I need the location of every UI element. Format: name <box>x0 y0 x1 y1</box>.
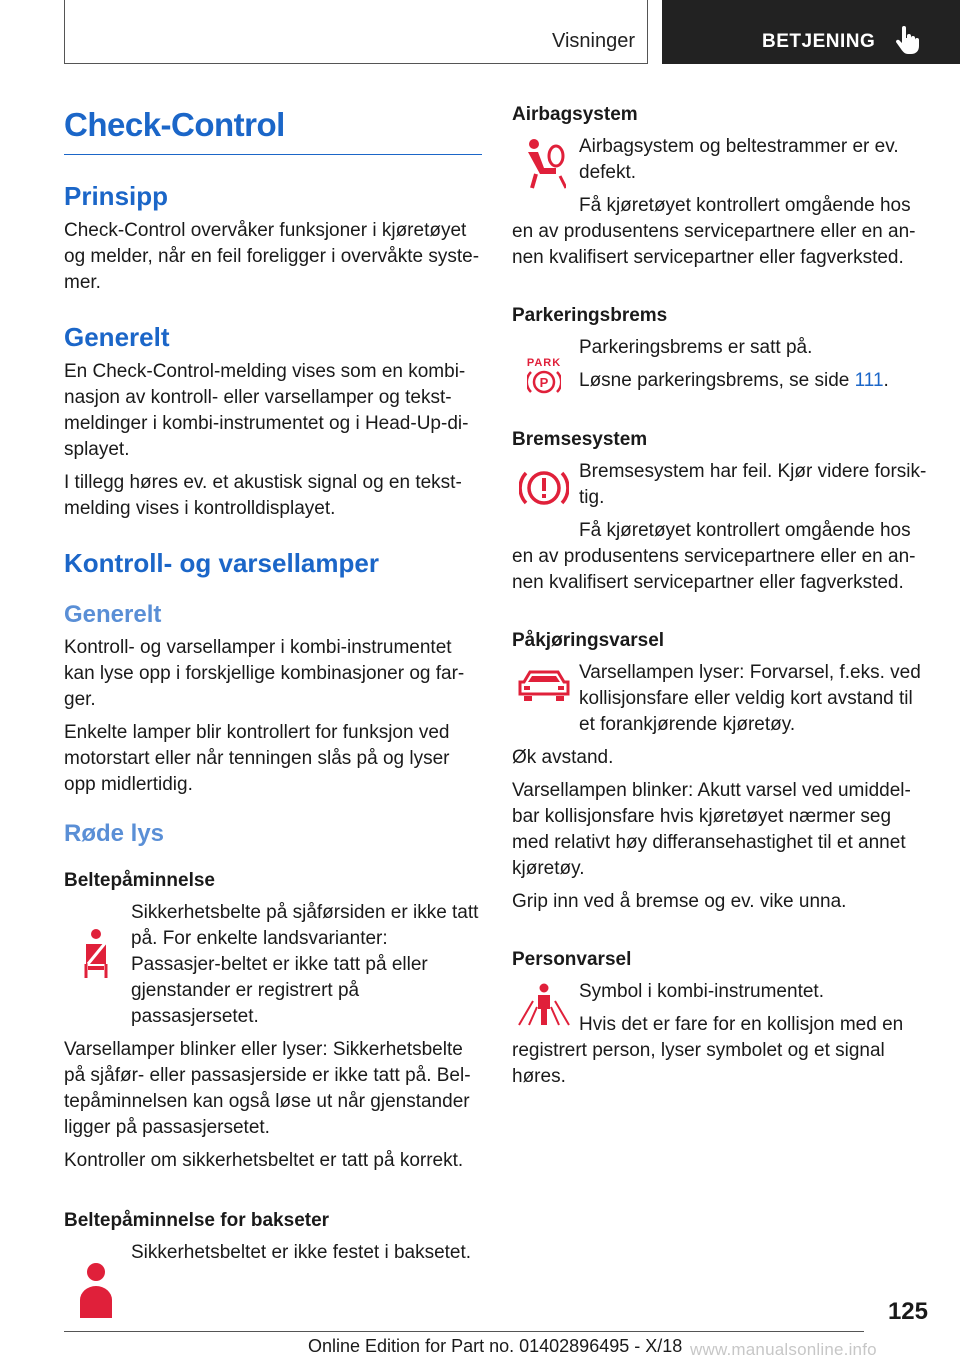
rear-belt-reminder-item <box>64 1240 482 1310</box>
paragraph: Check-Control overvåker funksjoner i kjøretøyet og melder, når en feil foreligger i overvåkte syste-mer. <box>64 220 480 293</box>
edition-text: Online Edition for Part no. 01402896495 - X/18 <box>308 1336 683 1356</box>
page-number: 125 <box>887 1298 928 1325</box>
vehicle-ahead-icon <box>518 668 570 702</box>
header-chapter-label: BETJENING <box>762 31 876 52</box>
svg-text:P: P <box>539 375 549 390</box>
heading-beltepaminnelse-bakseter: Beltepåminnelse for bakseter <box>64 1210 330 1231</box>
paragraph: Kontroll- og varsellamper i kombi-instrumentet kan lyse opp i forskjellige kombinasjoner og far-ger. <box>64 637 465 710</box>
airbag-icon <box>522 138 566 190</box>
park-icon-label: PARK <box>526 357 562 369</box>
left-column <box>64 100 482 1310</box>
paragraph: Sikkerhetsbelte på sjåførsiden er ikke tatt på. For enkelte landsvarianter: Passasjer-beltet er ikke tatt på eller gjenstander er registrert på passasjersetet. <box>131 902 479 1027</box>
paragraph: Airbagsystem og beltestrammer er ev. defekt. <box>579 136 899 183</box>
paragraph: Få kjøretøyet kontrollert omgående hos en av produsentens servicepartnere eller en an-nen kvalifisert servicepartner eller fagverksted. <box>512 195 916 268</box>
paragraph: Sikkerhetsbeltet er ikke festet i baksetet. <box>131 1242 472 1263</box>
paragraph: Grip inn ved å bremse og ev. vike unna. <box>512 891 847 912</box>
heading-parkeringsbrems: Parkeringsbrems <box>512 305 668 326</box>
hand-pointer-icon <box>895 26 921 54</box>
text: Løsne parkeringsbrems, se side <box>579 370 855 391</box>
parking-brake-icon <box>527 369 561 395</box>
paragraph: Få kjøretøyet kontrollert omgående hos en av produsentens servicepartnere eller en an-nen kvalifisert servicepartner eller fagverksted. <box>512 520 916 593</box>
heading-generelt: Generelt <box>64 322 170 352</box>
header-chapter-tab[interactable] <box>662 0 960 64</box>
paragraph: Varsellamper blinker eller lyser: Sikkerhetsbelte på sjåfør- eller passasjerside er ikke tatt på. Bel-tepåminnelsen kan også løse ut når gjenstander ligger på passasjersetet. <box>64 1039 471 1138</box>
watermark: www.manualsonline.info <box>690 1340 877 1359</box>
person-warning-item <box>512 979 928 1090</box>
paragraph: Kontroller om sikkerhetsbeltet er tatt på korrekt. <box>64 1150 464 1171</box>
footer-divider <box>64 1331 864 1332</box>
text: . <box>883 370 889 391</box>
paragraph: I tillegg høres ev. et akustisk signal og en tekst-melding vises i kontrolldisplayet. <box>64 472 462 519</box>
heading-personvarsel: Personvarsel <box>512 949 632 970</box>
paragraph: Enkelte lamper blir kontrollert for funksjon ved motorstart eller når tenningen slås på og lyser opp midlertidig. <box>64 722 450 795</box>
paragraph: En Check-Control-melding vises som en kombi-nasjon av kontroll- eller varsellamper og tekst-meldinger i kombi-instrumentet og i Head-Up-di-splayet. <box>64 361 469 460</box>
belt-reminder-item <box>64 900 482 1030</box>
paragraph: Symbol i kombi-instrumentet. <box>579 981 824 1002</box>
right-column <box>512 100 928 1097</box>
collision-warning-item <box>512 660 928 738</box>
header-section-title: Visninger <box>551 30 635 52</box>
paragraph: Parkeringsbrems er satt på. <box>579 337 813 358</box>
paragraph: Varsellampen blinker: Akutt varsel ved umiddel-bar kollisjonsfare hvis kjøretøyet nærmer seg med relativt høy differansehastighet til et annet kjøretøy. <box>512 780 911 879</box>
parking-brake-item <box>512 335 928 395</box>
rear-seat-person-icon <box>78 1262 114 1318</box>
subheading-generelt: Generelt <box>64 601 162 628</box>
pedestrian-warning-icon <box>517 983 571 1027</box>
heading-airbagsystem: Airbagsystem <box>512 104 638 125</box>
brake-system-item <box>512 459 928 596</box>
paragraph: Øk avstand. <box>512 747 614 768</box>
paragraph: Bremsesystem har feil. Kjør videre forsik-tig. <box>579 461 927 508</box>
heading-kontroll-varsellamper: Kontroll- og varsellamper <box>64 548 379 578</box>
heading-bremsesystem: Bremsesystem <box>512 429 648 450</box>
seatbelt-icon <box>78 928 114 980</box>
brake-warning-icon <box>519 469 569 507</box>
subheading-rode-lys: Røde lys <box>64 820 165 847</box>
page-link[interactable]: 111 <box>854 370 884 391</box>
paragraph: Hvis det er fare for en kollisjon med en registrert person, lyser symbolet og et signal høres. <box>512 1014 904 1087</box>
heading-beltepaminnelse: Beltepåminnelse <box>64 870 215 891</box>
paragraph: Varsellampen lyser: Forvarsel, f.eks. ved kollisjonsfare eller veldig kort avstand til et forankjørende kjøretøy. <box>579 662 921 735</box>
heading-pakjoringsvarsel: Påkjøringsvarsel <box>512 630 665 651</box>
page-title: Check-Control <box>64 100 482 155</box>
airbag-item <box>512 134 928 271</box>
heading-prinsipp: Prinsipp <box>64 181 169 211</box>
